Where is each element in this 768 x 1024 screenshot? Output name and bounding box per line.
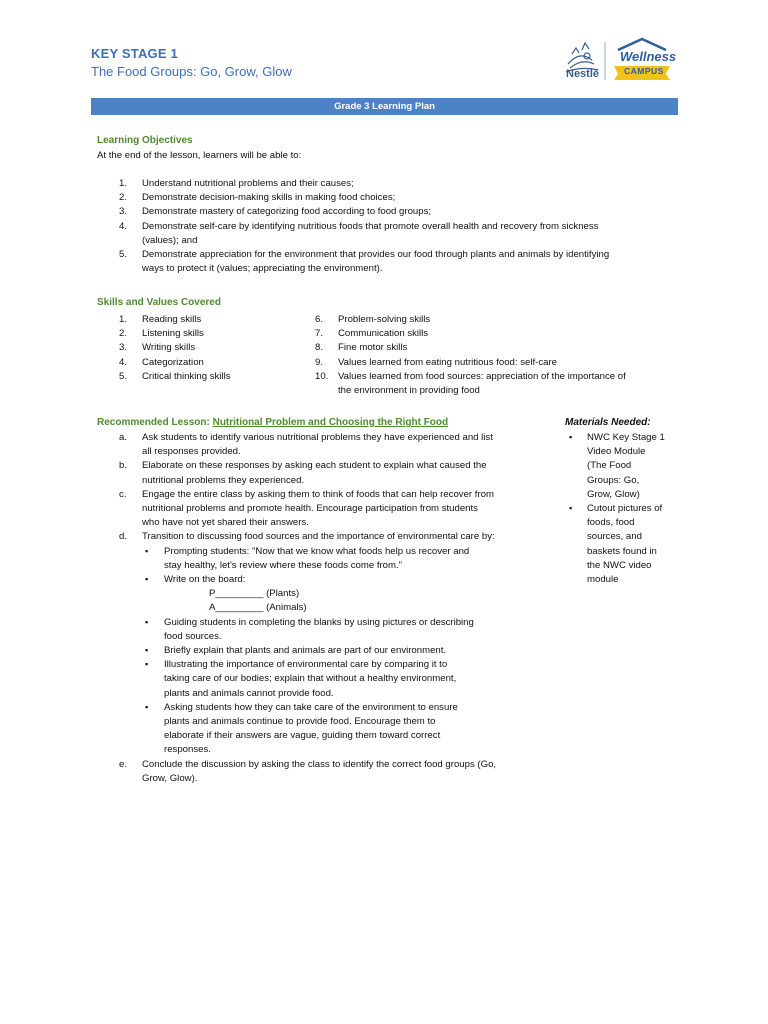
- skill-text: Reading skills: [142, 314, 202, 325]
- square-bullet-icon: ▪: [145, 616, 149, 627]
- wellness-wordmark: Wellness: [620, 49, 677, 64]
- objective-line: (values); and: [142, 234, 198, 246]
- objective-line: Demonstrate self-care by identifying nutritious foods that promote overall health and recovery from sickness: [142, 220, 599, 232]
- nestle-wordmark: Nestlé: [566, 68, 600, 80]
- material-line: Grow, Glow): [587, 488, 640, 500]
- material-line: NWC Key Stage 1: [587, 432, 665, 443]
- lesson-bullet-line: stay healthy, let's review where these foods come from.": [164, 559, 403, 571]
- skill-number: 6.: [315, 314, 324, 325]
- skill-item: [97, 341, 297, 355]
- objective-line: ways to protect it (values; appreciating the environment).: [142, 263, 383, 275]
- stage-title: KEY STAGE 1: [91, 46, 178, 61]
- square-bullet-icon: ▪: [569, 432, 573, 442]
- lesson-step-number: c.: [119, 488, 127, 500]
- lesson-bullet-item: [142, 701, 537, 758]
- lesson-bullet-line: responses.: [164, 744, 211, 756]
- material-line: foods, food: [587, 517, 635, 529]
- materials-title: Materials Needed:: [565, 417, 651, 428]
- skill-text: Critical thinking skills: [142, 370, 231, 382]
- lesson-bullet-line: food sources.: [164, 630, 222, 642]
- material-line: sources, and: [587, 531, 642, 543]
- board-blank: A_________ (Animals): [209, 602, 307, 614]
- skill-item: [293, 327, 693, 341]
- lesson-subtitle: The Food Groups: Go, Grow, Glow: [91, 64, 292, 79]
- lesson-bullet-item: [142, 545, 537, 573]
- lesson-step-item: [97, 431, 537, 459]
- square-bullet-icon: ▪: [145, 659, 149, 670]
- skill-number: 2.: [119, 328, 128, 340]
- lesson-step-line: all responses provided.: [142, 446, 241, 458]
- objective-number: 2.: [119, 192, 128, 204]
- square-bullet-icon: ▪: [145, 545, 149, 556]
- objective-line: Understand nutritional problems and their causes;: [142, 178, 354, 189]
- skill-number: 5.: [119, 370, 128, 382]
- materials-list: [565, 431, 695, 587]
- square-bullet-icon: ▪: [145, 701, 149, 712]
- skill-number: 9.: [315, 356, 324, 368]
- lesson-step-line: who have not yet shared their answers.: [142, 517, 309, 529]
- objective-line: Demonstrate appreciation for the environment that provides our food through plants and animals by identifying: [142, 249, 610, 261]
- skill-text: Listening skills: [142, 328, 204, 340]
- material-line: (The Food: [587, 460, 632, 472]
- grade-banner: Grade 3 Learning Plan: [91, 98, 678, 115]
- material-line: Video Module: [587, 446, 646, 458]
- skill-text: Writing skills: [142, 342, 196, 354]
- lesson-step-line: Transition to discussing food sources and the importance of environmental care by:: [142, 531, 495, 543]
- objective-line: Demonstrate decision-making skills in making food choices;: [142, 192, 396, 204]
- skills-list-left: [97, 313, 297, 384]
- lesson-bullet-line: taking care of our bodies; explain that without a healthy environment,: [164, 673, 457, 685]
- skill-item: [97, 327, 297, 341]
- objective-number: 4.: [119, 220, 128, 232]
- material-line: Cutout pictures of: [587, 503, 663, 515]
- lesson-bullet-line: plants and animals continue to provide food. Encourage them to: [164, 716, 436, 728]
- lesson-title-link[interactable]: Nutritional Problem and Choosing the Right Food: [212, 417, 449, 428]
- lesson-step-line: Elaborate on these responses by asking each student to explain what caused the: [142, 460, 487, 472]
- objective-number: 5.: [119, 249, 128, 261]
- skill-number: 1.: [119, 314, 128, 325]
- skill-number: 10.: [315, 370, 329, 382]
- logo-group: [562, 36, 682, 84]
- skill-item: [293, 313, 693, 327]
- objective-item: [97, 205, 677, 219]
- skill-line: Problem-solving skills: [338, 314, 431, 325]
- skill-line: Values learned from food sources: appreciation of the importance of: [338, 370, 626, 382]
- objective-item: [97, 191, 677, 205]
- skill-number: 4.: [119, 356, 128, 368]
- material-line: module: [587, 574, 619, 586]
- lesson-step-number: a.: [119, 432, 128, 443]
- objective-line: Demonstrate mastery of categorizing food according to food groups;: [142, 206, 432, 218]
- lesson-step-line: Engage the entire class by asking them to think of foods that can help recover from: [142, 488, 494, 500]
- material-line: the NWC video: [587, 559, 652, 571]
- lesson-step-number: e.: [119, 758, 128, 770]
- skill-line: Values learned from eating nutritious food: self-care: [338, 356, 557, 368]
- material-line: baskets found in: [587, 545, 657, 557]
- lesson-bullet-line: Write on the board:: [164, 574, 246, 586]
- board-blank: P_________ (Plants): [209, 588, 300, 600]
- skill-text: Categorization: [142, 356, 204, 368]
- lesson-step-item: [97, 530, 537, 544]
- recommended-lesson-label: Recommended Lesson:: [97, 417, 213, 428]
- lesson-steps: [97, 431, 537, 786]
- skill-number: 8.: [315, 342, 324, 354]
- lesson-bullet-line: Asking students how they can take care of the environment to ensure: [164, 701, 458, 713]
- objectives-intro: At the end of the lesson, learners will be able to:: [97, 150, 302, 161]
- objectives-list: [97, 177, 677, 276]
- lesson-step-line: Conclude the discussion by asking the class to identify the correct food groups (Go,: [142, 758, 497, 770]
- lesson-step-item: [97, 488, 537, 531]
- skills-title: Skills and Values Covered: [97, 297, 221, 308]
- lesson-step-line: Grow, Glow).: [142, 772, 198, 784]
- skill-number: 7.: [315, 328, 324, 340]
- objective-number: 1.: [119, 178, 128, 189]
- skill-item: [293, 356, 693, 370]
- lesson-bullet-line: Illustrating the importance of environmental care by comparing it to: [164, 659, 448, 671]
- skill-line: the environment in providing food: [338, 385, 480, 397]
- lesson-step-line: Ask students to identify various nutritional problems they have experienced and list: [142, 432, 493, 443]
- lesson-step-item: [97, 459, 537, 487]
- lesson-step-item: [97, 758, 537, 786]
- material-line: Groups: Go,: [587, 474, 640, 486]
- lesson-bullet-item: [142, 658, 537, 701]
- lesson-bullet-line: Guiding students in completing the blanks by using pictures or describing: [164, 616, 474, 628]
- skill-item: [97, 370, 297, 384]
- campus-wordmark: CAMPUS: [624, 66, 664, 76]
- lesson-step-line: nutritional problems they experienced.: [142, 474, 305, 486]
- material-item: [565, 502, 695, 587]
- objectives-title: Learning Objectives: [97, 135, 193, 146]
- recommended-lesson-heading: [97, 416, 448, 430]
- skill-item: [293, 370, 693, 398]
- lesson-bullet-line: Briefly explain that plants and animals are part of our environment.: [164, 645, 447, 657]
- lesson-step-line: nutritional problems and promote health. Encourage participation from students: [142, 503, 478, 515]
- lesson-bullet-line: elaborate if their answers are vague, guiding them toward correct: [164, 730, 441, 742]
- lesson-step-number: d.: [119, 531, 128, 543]
- skills-list-right: [293, 313, 693, 398]
- lesson-bullet-item: [142, 616, 537, 644]
- lesson-step-number: b.: [119, 460, 128, 472]
- square-bullet-icon: ▪: [145, 645, 149, 656]
- objective-item: [97, 248, 677, 276]
- skill-item: [97, 313, 297, 327]
- objective-item: [97, 220, 677, 248]
- lesson-bullet-item: [142, 573, 537, 616]
- skill-line: Communication skills: [338, 328, 429, 340]
- lesson-bullet-line: plants and animals cannot provide food.: [164, 687, 334, 699]
- skill-item: [293, 341, 693, 355]
- objective-number: 3.: [119, 206, 128, 218]
- lesson-bullet-item: [142, 644, 537, 658]
- lesson-bullet-line: Prompting students: "Now that we know what foods help us recover and: [164, 545, 470, 557]
- skill-number: 3.: [119, 342, 128, 354]
- square-bullet-icon: ▪: [569, 503, 573, 514]
- material-item: [565, 431, 695, 502]
- skill-item: [97, 356, 297, 370]
- square-bullet-icon: ▪: [145, 574, 149, 585]
- objective-item: [97, 177, 677, 191]
- skill-line: Fine motor skills: [338, 342, 408, 354]
